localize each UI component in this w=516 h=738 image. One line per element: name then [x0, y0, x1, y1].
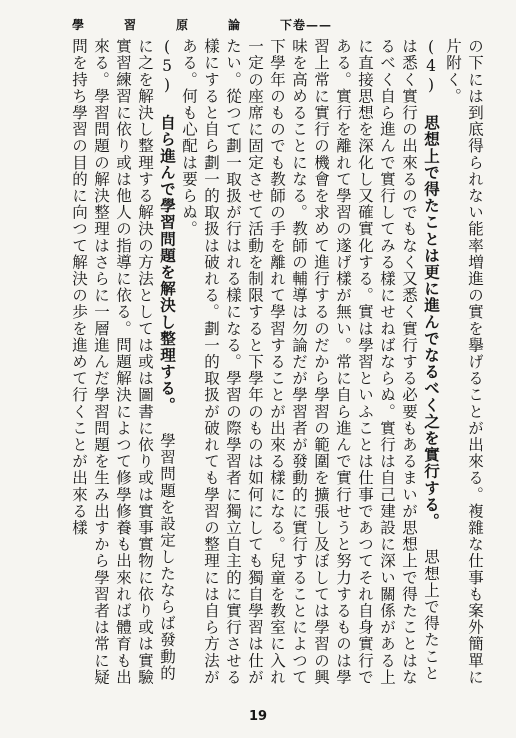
paragraph-3-marker: (5)	[158, 38, 176, 96]
body-text	[24, 38, 486, 692]
running-head-chapter: 下卷——	[280, 17, 333, 32]
paragraph-1-text: の下には到底得られない能率増進の實を擧げることが出來る。複雜な仕事も案外簡單に片附く。	[444, 38, 484, 686]
paragraph-3-text: 學習問題を設定したならば發動的に之を解決し整理する解決の方法としては或は圖書に依り或は實事實物に依り或は實驗實習練習に依り或は他人の指導に依る。問題解決によつて修學修養も出來れば體育も出來る。學習問題の解決整理はさらに一層進んだ學習問題を生み出すから學習者は常に疑問を持ち學習の目的に向つて解決の歩を進めて行くことが出來る樣	[70, 38, 176, 686]
paragraph-2-text: 思想上で得たことは悉く實行の出來るのでもなく又悉く實行する必要もあるまいが思想上で得たことはなるべく自ら進んで實行してみる樣にせねばならぬ。實行は自己建設に深い關係がある上に直接思想を深化し又確實化する。實は學習といふことは仕事であつてそれ自身實行である。實行を離れて學習の遂げ樣が無い。常に自ら進んで實行せうと努力するものは學習上常に實行の機會を求めて進行するのだから學習の範圍を擴張し及ぼしては學習の興味を高めることになる。教師の輔導は勿論だが學習者が發動的に實行することによつて下學年のものでも教師の手を離れて學習することが出來る樣になる。兒童を教室に入れ一定の座席に固定させて活動を制限すると下學年のものは如何にしても獨自學習は仕がたい。從つて劃一取扱が行はれる樣になる。學習の際學習者に獨立自主的に實行させる樣にすると自ら劃一的取扱は破れる。劃一的取扱が破れても學習の整理には自ら方法がある。何も心配は要らぬ。	[180, 38, 440, 686]
paragraph-3-heading: 自ら進んで學習問題を解決し整理する。	[158, 114, 177, 414]
paragraph-3	[68, 38, 178, 692]
paragraph-2-heading: 思想上で得たことは更に進んでなるべく之を實行する。	[422, 114, 441, 530]
paragraph-2	[178, 38, 442, 692]
running-head-title: 學習原論	[72, 17, 281, 32]
paragraph-1	[442, 38, 486, 692]
page-number: 19	[248, 709, 268, 724]
paragraph-2-marker: (4)	[422, 38, 440, 96]
running-head	[28, 12, 488, 36]
